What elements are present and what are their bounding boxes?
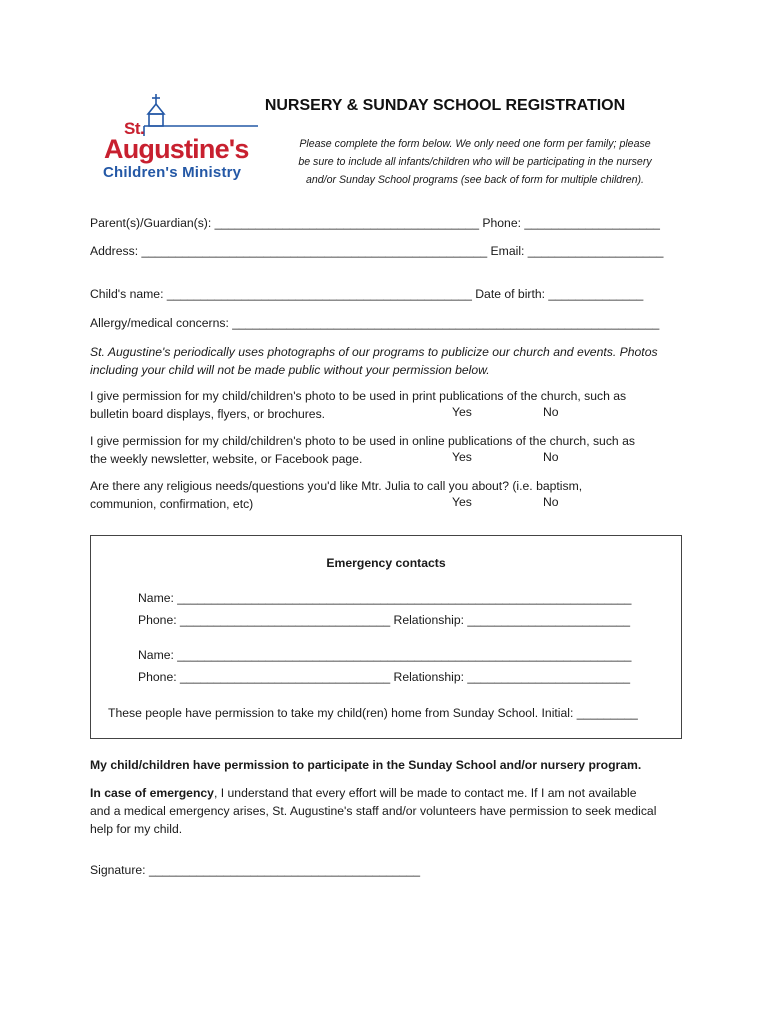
emergency-clause-lead: In case of emergency: [90, 786, 214, 800]
emergency-clause: [90, 784, 656, 838]
yes-option[interactable]: Yes: [452, 495, 472, 509]
page-title: NURSERY & SUNDAY SCHOOL REGISTRATION: [264, 97, 626, 114]
signature-field[interactable]: Signature: ________________________________________: [90, 863, 421, 877]
no-option[interactable]: No: [543, 495, 559, 509]
question-line: I give permission for my child/children's photo to be used in print publications of the church, such as: [90, 389, 627, 403]
intro-text: [270, 135, 680, 189]
logo-augustines: Augustine's: [104, 134, 249, 164]
no-option[interactable]: No: [543, 405, 559, 419]
photo-notice-line: including your child will not be made public without your permission below.: [90, 363, 490, 377]
emergency-clause-line: [90, 784, 656, 802]
emergency-phone-field[interactable]: Phone: _______________________________ Relationship: ________________________: [138, 670, 631, 684]
child-name-dob-field[interactable]: Child's name: _____________________________________________ Date of birth: ______________: [90, 287, 644, 301]
guardian-phone-field[interactable]: Parent(s)/Guardian(s): _______________________________________ Phone: ____________________: [90, 216, 660, 230]
question-line: I give permission for my child/children's photo to be used in online publications of the church, such as: [90, 434, 635, 448]
photo-notice: [90, 343, 658, 379]
emergency-clause-text: , I understand that every effort will be made to contact me. If I am not available: [213, 786, 637, 800]
emergency-name-field[interactable]: Name: ___________________________________________________________________: [138, 591, 632, 605]
yes-option[interactable]: Yes: [452, 405, 472, 419]
logo-st: St.: [124, 119, 145, 138]
question-religious-needs: [90, 477, 582, 513]
no-option[interactable]: No: [543, 450, 559, 464]
pickup-permission-field[interactable]: These people have permission to take my child(ren) home from Sunday School. Initial: _________: [108, 706, 638, 720]
emergency-name-field[interactable]: Name: ___________________________________________________________________: [138, 648, 632, 662]
allergy-field[interactable]: Allergy/medical concerns: _______________________________________________________________: [90, 316, 660, 330]
question-line: communion, confirmation, etc): [90, 497, 254, 511]
emergency-heading: Emergency contacts: [326, 556, 446, 570]
emergency-clause-line: and a medical emergency arises, St. Augustine's staff and/or volunteers have permission to seek medical: [90, 804, 657, 818]
emergency-clause-line: help for my child.: [90, 822, 183, 836]
intro-line: and/or Sunday School programs (see back of form for multiple children).: [306, 174, 644, 186]
logo-childrens-ministry: Children's Ministry: [103, 164, 242, 181]
intro-line: be sure to include all infants/children who will be participating in the nursery: [298, 156, 652, 168]
question-line: the weekly newsletter, website, or Facebook page.: [90, 452, 363, 466]
emergency-phone-field[interactable]: Phone: _______________________________ Relationship: ________________________: [138, 613, 631, 627]
consent-statement: My child/children have permission to participate in the Sunday School and/or nursery program.: [90, 758, 642, 772]
intro-line: Please complete the form below. We only need one form per family; please: [299, 138, 651, 150]
question-line: Are there any religious needs/questions you'd like Mtr. Julia to call you about? (i.e. baptism,: [90, 479, 583, 493]
photo-notice-line: St. Augustine's periodically uses photographs of our programs to publicize our church and events. Photos: [90, 345, 658, 359]
yes-option[interactable]: Yes: [452, 450, 472, 464]
question-line: bulletin board displays, flyers, or brochures.: [90, 407, 326, 421]
address-email-field[interactable]: Address: ___________________________________________________ Email: ____________________: [90, 244, 664, 258]
